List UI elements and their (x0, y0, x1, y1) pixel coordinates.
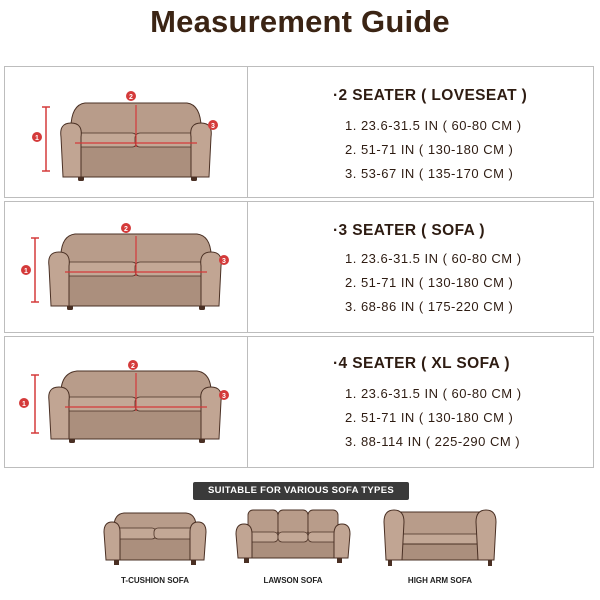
measure-line-1: 1. 23.6-31.5 IN ( 60-80 CM ) (345, 118, 522, 133)
svg-text:2: 2 (131, 363, 135, 370)
panel-divider (247, 337, 248, 467)
seat-heading: ·4 SEATER ( XL SOFA ) (333, 355, 510, 372)
measure-line-3: 3. 88-114 IN ( 225-290 CM ) (345, 434, 521, 449)
marker-3 (219, 255, 229, 265)
measure-line-3: 3. 53-67 IN ( 135-170 CM ) (345, 166, 514, 181)
svg-text:1: 1 (35, 135, 39, 142)
sofa-type-label-lawson: LAWSON SOFA (263, 576, 323, 585)
svg-text:3: 3 (222, 393, 226, 400)
measure-line-1: 1. 23.6-31.5 IN ( 60-80 CM ) (345, 251, 522, 266)
sofa-types-banner: SUITABLE FOR VARIOUS SOFA TYPES (193, 482, 409, 500)
svg-text:2: 2 (129, 94, 133, 101)
marker-1 (19, 398, 29, 408)
svg-text:2: 2 (124, 226, 128, 233)
panel-3-seater (4, 201, 594, 333)
panel-divider (247, 202, 248, 332)
sofa-type-label-t-cushion: T-CUSHION SOFA (120, 576, 189, 585)
seat-heading: ·3 SEATER ( SOFA ) (333, 222, 485, 239)
t-cushion-sofa-illustration (100, 506, 210, 568)
xl-sofa-illustration (5, 337, 247, 467)
marker-2 (128, 360, 138, 370)
svg-text:3: 3 (222, 258, 226, 265)
panel-divider (247, 67, 248, 197)
measure-line-1: 1. 23.6-31.5 IN ( 60-80 CM ) (345, 386, 522, 401)
loveseat-illustration (5, 67, 247, 197)
marker-1 (21, 265, 31, 275)
marker-1 (32, 132, 42, 142)
measure-line-2: 2. 51-71 IN ( 130-180 CM ) (345, 275, 514, 290)
panel-2-seater (4, 66, 594, 198)
measure-line-2: 2. 51-71 IN ( 130-180 CM ) (345, 142, 514, 157)
measure-line-3: 3. 68-86 IN ( 175-220 CM ) (345, 299, 514, 314)
marker-2 (126, 91, 136, 101)
sofa-illustration (5, 202, 247, 332)
panel-4-seater (4, 336, 594, 468)
svg-text:3: 3 (211, 123, 215, 130)
high-arm-sofa-illustration (380, 504, 500, 570)
svg-text:1: 1 (22, 401, 26, 408)
sofa-type-label-high-arm: HIGH ARM SOFA (407, 576, 473, 585)
marker-3 (219, 390, 229, 400)
seat-heading: ·2 SEATER ( LOVESEAT ) (333, 87, 528, 104)
page-title: Measurement Guide (150, 4, 450, 39)
measure-line-2: 2. 51-71 IN ( 130-180 CM ) (345, 410, 514, 425)
marker-3 (208, 120, 218, 130)
svg-text:1: 1 (24, 268, 28, 275)
marker-2 (121, 223, 131, 233)
lawson-sofa-illustration (232, 506, 354, 568)
